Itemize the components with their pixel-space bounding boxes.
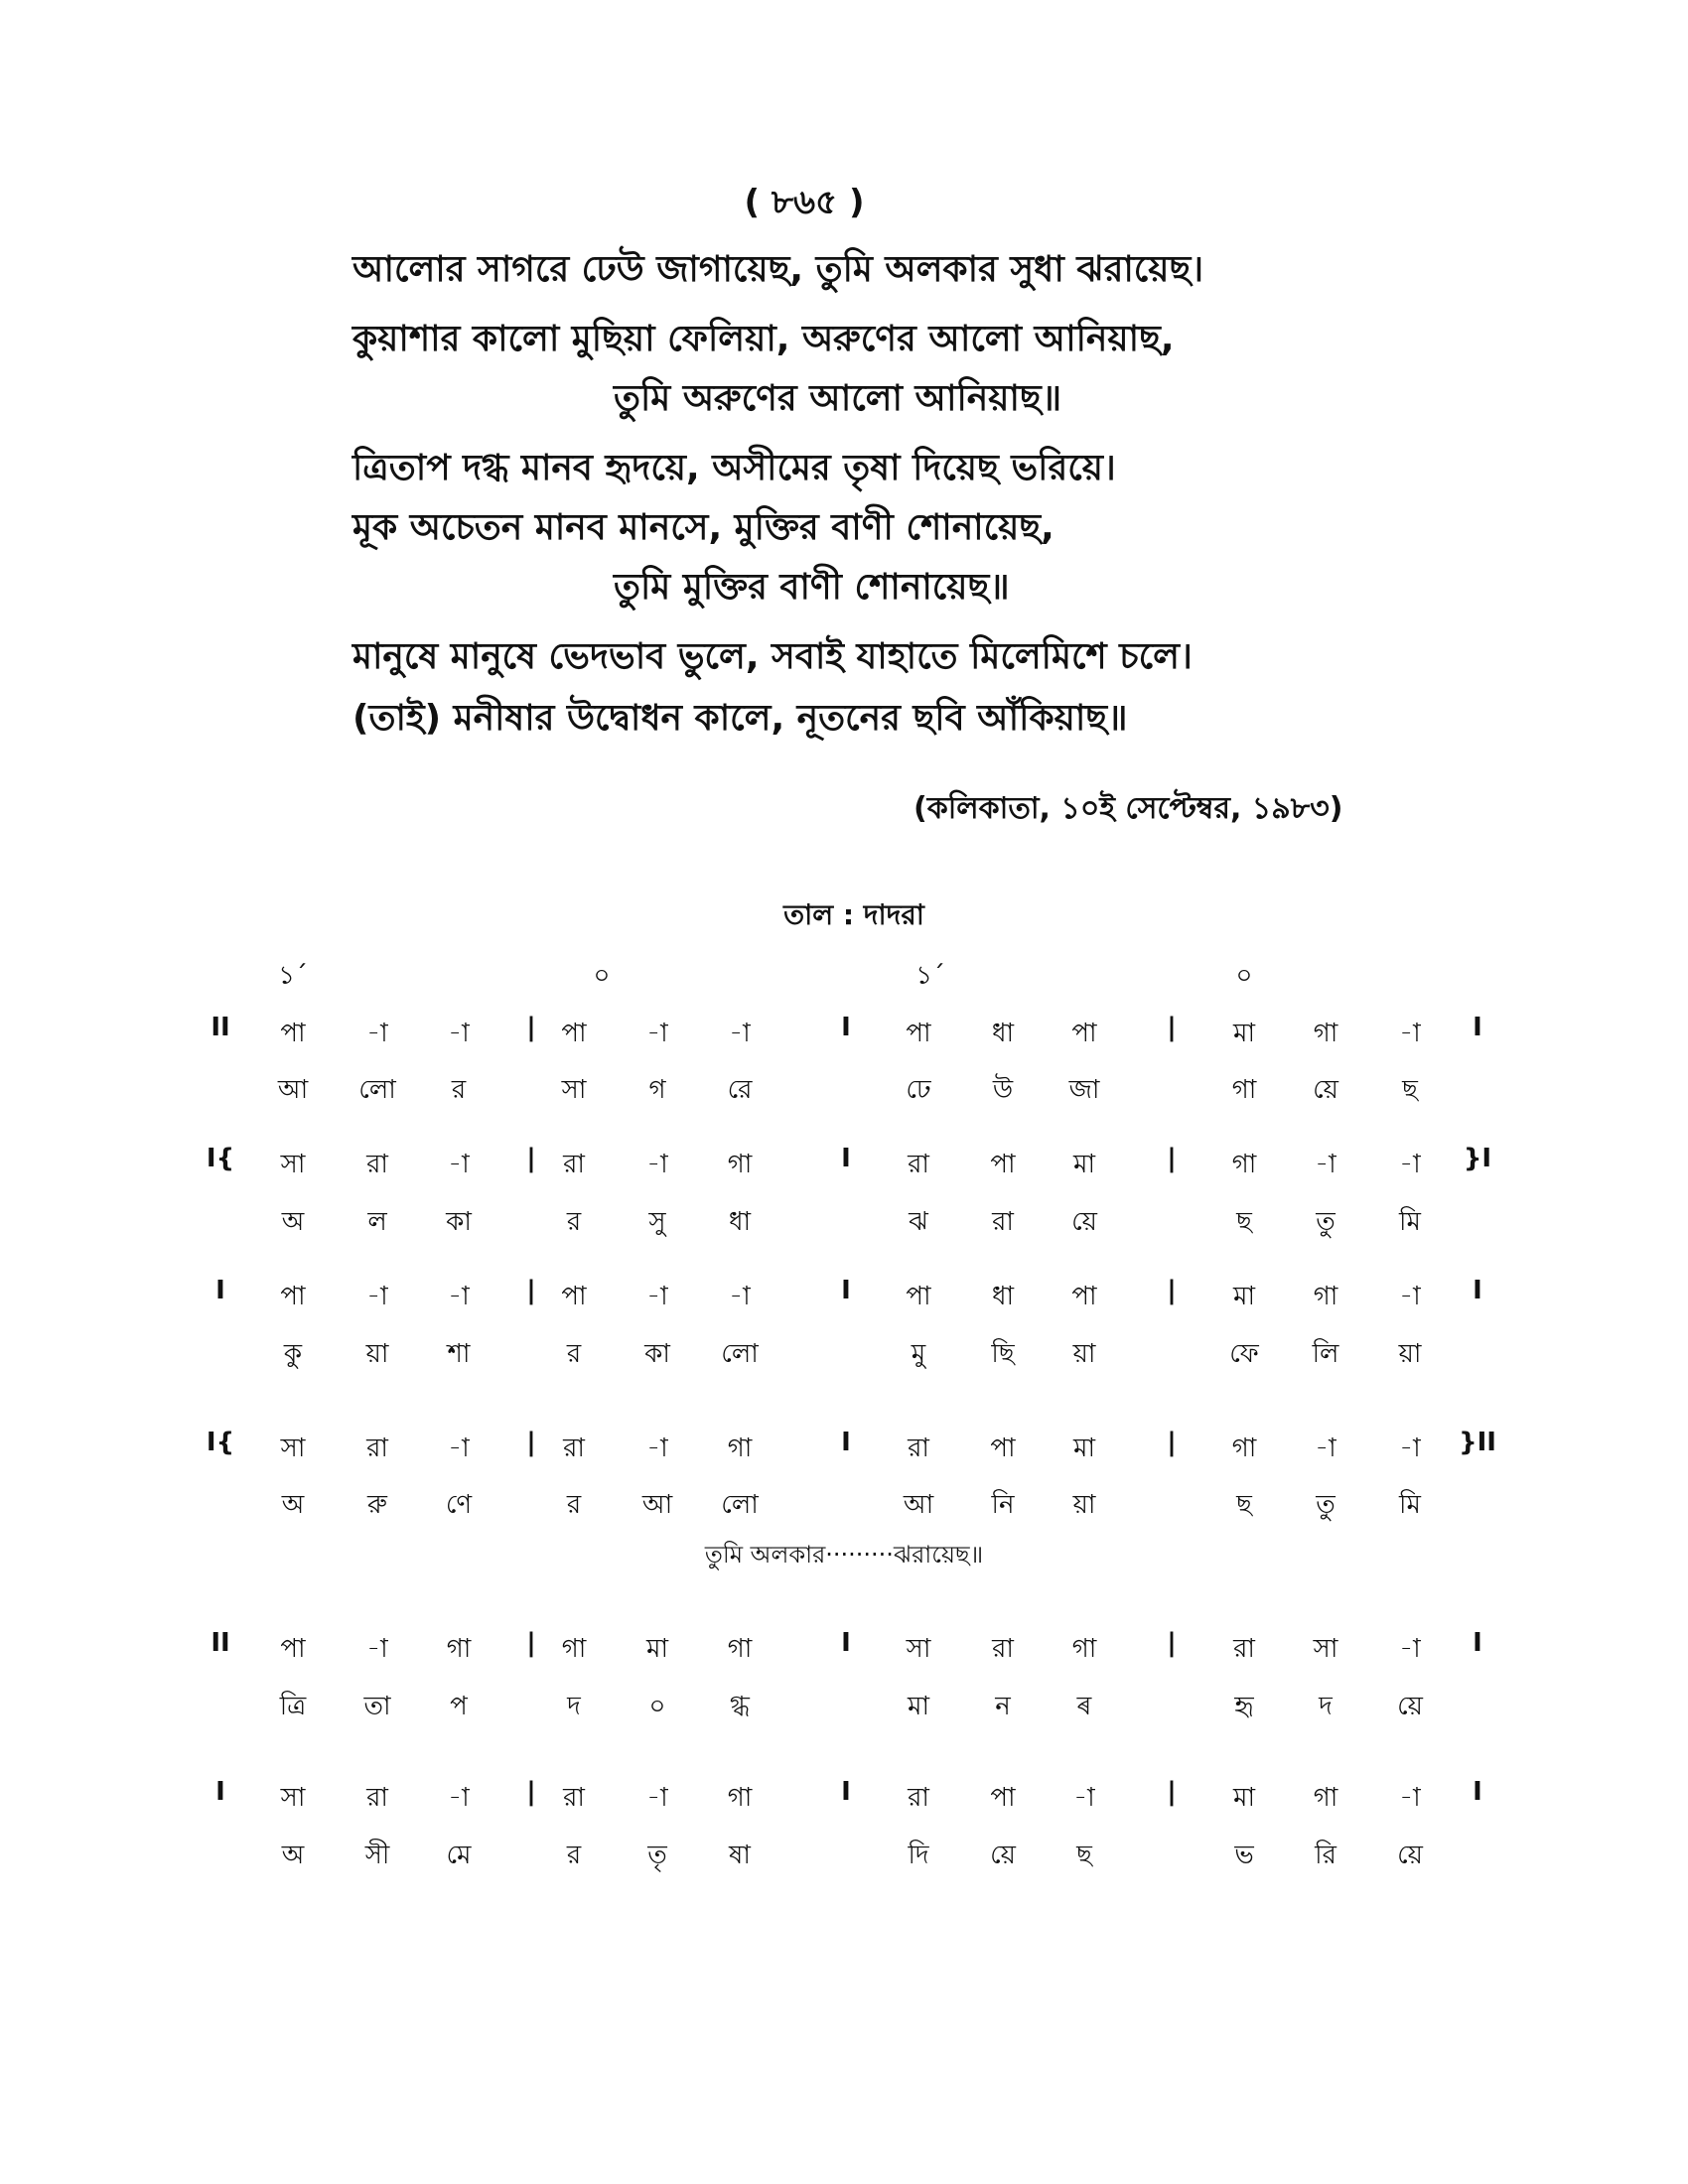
swara-note: গা bbox=[446, 1634, 472, 1664]
swara-note: -া bbox=[1399, 1433, 1421, 1463]
swara-note: -া bbox=[646, 1783, 668, 1813]
bar-line: I{ bbox=[206, 1144, 235, 1173]
swara-note: সা bbox=[1313, 1634, 1338, 1664]
lyric-syllable: মি bbox=[1399, 1490, 1421, 1520]
swara-note: গা bbox=[1071, 1634, 1097, 1664]
verse-line: মানুষে মানুষে ভেদভাব ভুলে, সবাই যাহাতে মিলেমিশে চলে। bbox=[352, 636, 1193, 677]
lyric-syllable: আ bbox=[641, 1490, 673, 1520]
lyric-syllable: ণে bbox=[445, 1490, 473, 1520]
bar-line: | bbox=[1167, 1013, 1177, 1042]
beat-mark: ১´ bbox=[278, 961, 308, 991]
swara-note: মা bbox=[1073, 1150, 1095, 1179]
swara-note: -া bbox=[448, 1019, 470, 1048]
bar-line: }I bbox=[1463, 1144, 1492, 1173]
swara-row bbox=[0, 1777, 1688, 1821]
swara-note: গা bbox=[1231, 1433, 1257, 1463]
swara-note: পা bbox=[280, 1634, 306, 1664]
bar-line: I bbox=[841, 1428, 851, 1457]
swara-row bbox=[0, 1144, 1688, 1187]
lyric-syllable: মু bbox=[911, 1339, 926, 1369]
swara-note: গা bbox=[727, 1634, 753, 1664]
lyric-syllable: য়া bbox=[1398, 1339, 1422, 1369]
lyric-syllable: রে bbox=[727, 1075, 753, 1105]
swara-note: ধা bbox=[991, 1019, 1015, 1048]
swara-note: গা bbox=[1313, 1019, 1338, 1048]
lyric-syllable: র bbox=[566, 1207, 582, 1237]
verse-line: (তাই) মনীষার উদ্বোধন কালে, নূতনের ছবি আঁকিয়াছ॥ bbox=[352, 698, 1128, 739]
lyric-syllable: র bbox=[566, 1490, 582, 1520]
lyric-syllable: মি bbox=[1399, 1207, 1421, 1237]
bar-line: | bbox=[1167, 1428, 1177, 1457]
swara-note: রা bbox=[908, 1150, 929, 1179]
swara-note: মা bbox=[1233, 1282, 1255, 1311]
bar-line: I bbox=[841, 1013, 851, 1042]
swara-note: -া bbox=[1399, 1783, 1421, 1813]
bar-line: | bbox=[526, 1428, 536, 1457]
lyric-syllable: গ bbox=[648, 1075, 666, 1105]
date-line: (কলিকাতা, ১০ই সেপ্টেম্বর, ১৯৮৩) bbox=[914, 791, 1343, 826]
lyric-syllable: সী bbox=[364, 1841, 390, 1870]
swara-note: মা bbox=[1073, 1433, 1095, 1463]
beat-mark: ০ bbox=[593, 961, 611, 991]
lyric-syllable: য়ে bbox=[1313, 1075, 1338, 1105]
swara-note: -া bbox=[1399, 1019, 1421, 1048]
swara-note: গা bbox=[727, 1433, 753, 1463]
lyric-syllable: য়া bbox=[1072, 1490, 1096, 1520]
swara-row bbox=[0, 1628, 1688, 1672]
swara-note: -া bbox=[646, 1433, 668, 1463]
swara-note: -া bbox=[366, 1634, 388, 1664]
swara-note: গা bbox=[727, 1783, 753, 1813]
lyric-syllable: ফে bbox=[1229, 1339, 1259, 1369]
bar-line: | bbox=[1167, 1777, 1177, 1807]
bar-line: I bbox=[841, 1144, 851, 1173]
lyric-syllable: দ bbox=[567, 1692, 581, 1721]
swara-row bbox=[0, 1013, 1688, 1056]
lyric-syllable: জা bbox=[1068, 1075, 1100, 1105]
lyric-syllable: ছ bbox=[1076, 1841, 1092, 1870]
swara-note: মা bbox=[1233, 1019, 1255, 1048]
swara-note: -া bbox=[448, 1150, 470, 1179]
lyric-syllable: ০ bbox=[648, 1692, 666, 1721]
lyric-syllable: য়া bbox=[365, 1339, 389, 1369]
lyric-syllable: রি bbox=[1315, 1841, 1336, 1870]
lyric-syllable: লো bbox=[721, 1339, 759, 1369]
lyric-syllable: গা bbox=[1231, 1075, 1257, 1105]
bar-line: | bbox=[1167, 1144, 1177, 1173]
lyric-syllable: ত্রি bbox=[279, 1692, 307, 1721]
lyric-syllable: য়ে bbox=[1397, 1841, 1423, 1870]
bar-line: I bbox=[841, 1777, 851, 1807]
lyric-syllable: কা bbox=[446, 1207, 472, 1237]
swara-note: পা bbox=[906, 1282, 931, 1311]
swara-note: পা bbox=[561, 1019, 587, 1048]
lyric-syllable: ছ bbox=[1402, 1075, 1418, 1105]
swara-note: রা bbox=[992, 1634, 1014, 1664]
swara-note: গা bbox=[727, 1150, 753, 1179]
lyric-syllable: য়ে bbox=[990, 1841, 1016, 1870]
swara-note: -া bbox=[1399, 1634, 1421, 1664]
lyric-syllable: নি bbox=[991, 1490, 1015, 1520]
lyric-syllable: ভ bbox=[1234, 1841, 1254, 1870]
bar-line: II bbox=[211, 1013, 230, 1042]
bar-line: | bbox=[526, 1777, 536, 1807]
swara-note: পা bbox=[990, 1150, 1016, 1179]
swara-note: সা bbox=[906, 1634, 931, 1664]
beat-mark: ১´ bbox=[915, 961, 945, 991]
swara-note: রা bbox=[366, 1433, 388, 1463]
lyric-syllable: ছ bbox=[1236, 1207, 1252, 1237]
lyric-syllable: ষা bbox=[729, 1841, 751, 1870]
swara-note: -া bbox=[646, 1282, 668, 1311]
swara-note: -া bbox=[448, 1282, 470, 1311]
lyric-syllable: প bbox=[450, 1692, 468, 1721]
lyric-syllable: লো bbox=[721, 1490, 759, 1520]
lyric-syllable: তৃ bbox=[647, 1841, 667, 1870]
swara-note: -া bbox=[646, 1150, 668, 1179]
lyric-syllable: র bbox=[566, 1841, 582, 1870]
swara-note: -া bbox=[448, 1433, 470, 1463]
lyric-syllable: ল bbox=[367, 1207, 387, 1237]
lyric-syllable: ৰ bbox=[1076, 1692, 1092, 1721]
bar-line: | bbox=[526, 1628, 536, 1658]
lyric-row bbox=[0, 1835, 1688, 1878]
swara-note: -া bbox=[1315, 1150, 1336, 1179]
bar-line: I bbox=[841, 1276, 851, 1305]
lyric-syllable: উ bbox=[992, 1075, 1014, 1105]
swara-row bbox=[0, 1276, 1688, 1319]
bar-line: | bbox=[526, 1276, 536, 1305]
lyric-syllable: কু bbox=[283, 1339, 303, 1369]
lyric-syllable: য়ে bbox=[1071, 1207, 1097, 1237]
swara-note: মা bbox=[1233, 1783, 1255, 1813]
swara-note: -া bbox=[1315, 1433, 1336, 1463]
lyric-syllable: অ bbox=[281, 1490, 305, 1520]
lyric-syllable: সা bbox=[561, 1075, 587, 1105]
bar-line: | bbox=[1167, 1628, 1177, 1658]
verse-line: তুমি মুক্তির বাণী শোনায়েছ॥ bbox=[614, 567, 1010, 608]
bar-line: I bbox=[215, 1276, 225, 1305]
swara-note: পা bbox=[1071, 1019, 1097, 1048]
bar-line: II bbox=[211, 1628, 230, 1658]
lyric-syllable: সু bbox=[648, 1207, 666, 1237]
swara-note: -া bbox=[448, 1783, 470, 1813]
bar-line: }II bbox=[1459, 1428, 1496, 1457]
swara-note: -া bbox=[729, 1019, 751, 1048]
swara-note: গা bbox=[1313, 1783, 1338, 1813]
swara-note: পা bbox=[990, 1783, 1016, 1813]
swara-note: পা bbox=[280, 1282, 306, 1311]
lyric-syllable: কা bbox=[644, 1339, 670, 1369]
bar-line: I bbox=[215, 1777, 225, 1807]
bar-line: I bbox=[1473, 1013, 1482, 1042]
swara-note: সা bbox=[280, 1150, 306, 1179]
swara-note: রা bbox=[366, 1783, 388, 1813]
lyric-syllable: য়ে bbox=[1397, 1692, 1423, 1721]
lyric-syllable: দি bbox=[908, 1841, 929, 1870]
swara-note: রা bbox=[908, 1783, 929, 1813]
swara-note: গা bbox=[561, 1634, 587, 1664]
lyric-syllable: হৃ bbox=[1234, 1692, 1254, 1721]
lyric-syllable: অ bbox=[281, 1207, 305, 1237]
lyric-syllable: য়া bbox=[1072, 1339, 1096, 1369]
verse-line: তুমি অরুণের আলো আনিয়াছ॥ bbox=[614, 378, 1062, 419]
swara-note: সা bbox=[280, 1783, 306, 1813]
bar-line: I{ bbox=[206, 1428, 235, 1457]
swara-note: পা bbox=[906, 1019, 931, 1048]
bar-line: | bbox=[526, 1144, 536, 1173]
verse-line: ত্রিতাপ দগ্ধ মানব হৃদয়ে, অসীমের তৃষা দিয়েছ ভরিয়ে। bbox=[352, 448, 1116, 488]
swara-note: -া bbox=[646, 1019, 668, 1048]
lyric-syllable: তু bbox=[1316, 1490, 1336, 1520]
swara-note: রা bbox=[1233, 1634, 1255, 1664]
swara-note: গা bbox=[1231, 1150, 1257, 1179]
lyric-row bbox=[0, 1484, 1688, 1528]
swara-note: পা bbox=[1071, 1282, 1097, 1311]
swara-note: রা bbox=[563, 1783, 585, 1813]
tala-label: তাল : দাদরা bbox=[783, 898, 924, 931]
bar-line: I bbox=[1473, 1777, 1482, 1807]
swara-note: -া bbox=[729, 1282, 751, 1311]
lyric-syllable: ঢে bbox=[906, 1075, 931, 1105]
bar-line: I bbox=[1473, 1628, 1482, 1658]
lyric-syllable: তু bbox=[1316, 1207, 1336, 1237]
lyric-syllable: ন bbox=[995, 1692, 1011, 1721]
swara-note: রা bbox=[563, 1433, 585, 1463]
lyric-syllable: র bbox=[566, 1339, 582, 1369]
swara-note: রা bbox=[563, 1150, 585, 1179]
refrain-note: তুমি অলকার·········ঝরায়েছ॥ bbox=[704, 1541, 984, 1569]
swara-row bbox=[0, 1428, 1688, 1471]
lyric-syllable: ঝ bbox=[909, 1207, 928, 1237]
lyric-row bbox=[0, 1333, 1688, 1377]
bar-line: I bbox=[841, 1628, 851, 1658]
lyric-syllable: তা bbox=[363, 1692, 391, 1721]
bar-line: | bbox=[1167, 1276, 1177, 1305]
swara-note: -া bbox=[1399, 1150, 1421, 1179]
lyric-syllable: রা bbox=[992, 1207, 1014, 1237]
swara-note: সা bbox=[280, 1433, 306, 1463]
lyric-row bbox=[0, 1069, 1688, 1113]
lyric-syllable: ছি bbox=[991, 1339, 1015, 1369]
lyric-syllable: অ bbox=[281, 1841, 305, 1870]
lyric-syllable: লো bbox=[358, 1075, 396, 1105]
lyric-syllable: শা bbox=[447, 1339, 471, 1369]
lyric-syllable: মে bbox=[446, 1841, 472, 1870]
lyric-syllable: ধা bbox=[728, 1207, 752, 1237]
lyric-syllable: রু bbox=[367, 1490, 387, 1520]
verse-line: মূক অচেতন মানব মানসে, মুক্তির বাণী শোনায়েছ, bbox=[352, 507, 1055, 548]
lyric-syllable: ছ bbox=[1236, 1490, 1252, 1520]
page-number: ( ৮৬৫ ) bbox=[744, 183, 865, 222]
bar-line: I bbox=[1473, 1276, 1482, 1305]
swara-note: পা bbox=[280, 1019, 306, 1048]
swara-note: রা bbox=[908, 1433, 929, 1463]
lyric-row bbox=[0, 1201, 1688, 1245]
swara-note: গা bbox=[1313, 1282, 1338, 1311]
swara-note: পা bbox=[990, 1433, 1016, 1463]
beat-mark: ০ bbox=[1235, 961, 1253, 991]
lyric-syllable: মা bbox=[908, 1692, 929, 1721]
lyric-syllable: দ bbox=[1319, 1692, 1333, 1721]
swara-note: পা bbox=[561, 1282, 587, 1311]
swara-note: -া bbox=[366, 1282, 388, 1311]
swara-note: মা bbox=[646, 1634, 668, 1664]
verse-line: কুয়াশার কালো মুছিয়া ফেলিয়া, অরুণের আলো আনিয়াছ, bbox=[352, 319, 1175, 359]
verse-line: আলোর সাগরে ঢেউ জাগায়েছ, তুমি অলকার সুধা ঝরায়েছ। bbox=[352, 249, 1204, 290]
swara-note: ধা bbox=[991, 1282, 1015, 1311]
lyric-syllable: আ bbox=[903, 1490, 934, 1520]
swara-note: -া bbox=[366, 1019, 388, 1048]
bar-line: | bbox=[526, 1013, 536, 1042]
lyric-syllable: গ্ধ bbox=[730, 1692, 750, 1721]
swara-note: রা bbox=[366, 1150, 388, 1179]
lyric-syllable: আ bbox=[277, 1075, 309, 1105]
swara-note: -া bbox=[1073, 1783, 1095, 1813]
swara-note: -া bbox=[1399, 1282, 1421, 1311]
lyric-syllable: র bbox=[451, 1075, 467, 1105]
lyric-syllable: লি bbox=[1312, 1339, 1339, 1369]
lyric-row bbox=[0, 1686, 1688, 1729]
